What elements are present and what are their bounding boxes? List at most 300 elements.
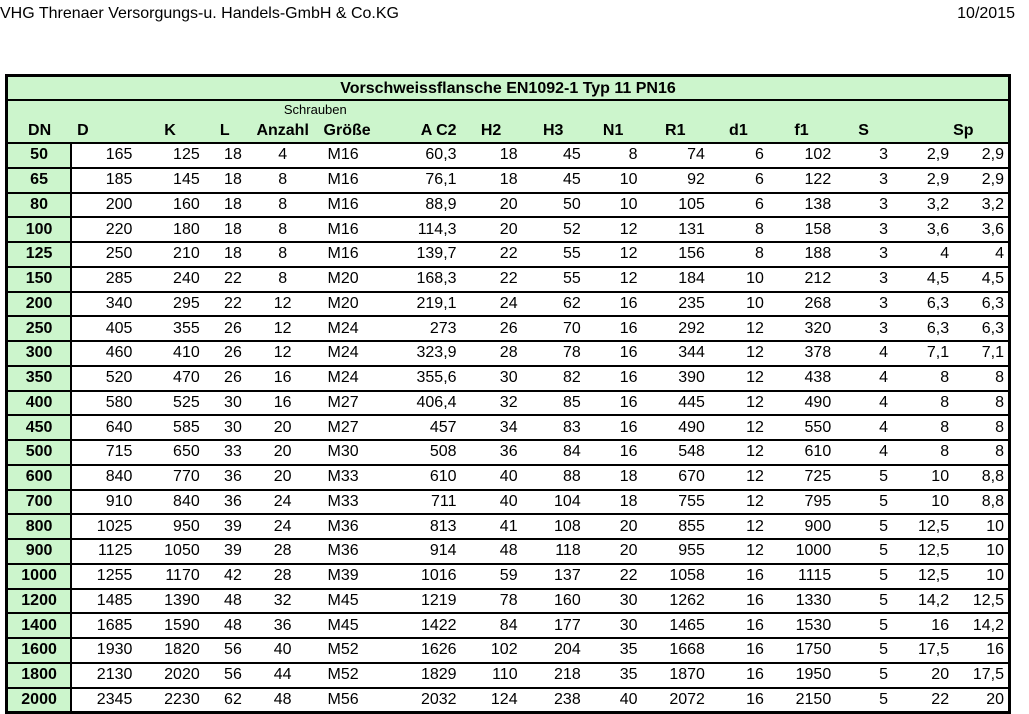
cell-h3: 85 <box>522 391 585 416</box>
cell-n1: 35 <box>585 663 642 688</box>
cell-a-c2: 168,3 <box>385 267 461 292</box>
cell-d: 220 <box>71 217 136 242</box>
cell-s-value: 14,2 <box>892 589 953 614</box>
table-row <box>8 440 1008 465</box>
cell-h3: 118 <box>522 539 585 564</box>
cell-anzahl: 24 <box>246 490 320 515</box>
cell-d: 340 <box>71 292 136 317</box>
cell-anzahl: 12 <box>246 292 320 317</box>
cell-n1: 12 <box>585 267 642 292</box>
cell-n1: 16 <box>585 391 642 416</box>
cell-d: 1125 <box>71 539 136 564</box>
cell-h2: 41 <box>461 514 522 539</box>
cell-h3: 50 <box>522 193 585 218</box>
table-row <box>8 217 1008 242</box>
cell-k: 1390 <box>136 589 203 614</box>
cell-dn: 100 <box>8 217 71 242</box>
table-row <box>8 539 1008 564</box>
cell-d: 1025 <box>71 514 136 539</box>
cell-dn: 200 <box>8 292 71 317</box>
cell-h3: 78 <box>522 341 585 366</box>
cell-s-value: 4,5 <box>892 267 953 292</box>
cell-d1: 16 <box>709 688 768 712</box>
cell-h2: 102 <box>461 638 522 663</box>
cell-sp: 7,1 <box>953 341 1008 366</box>
cell-anzahl: 24 <box>246 514 320 539</box>
cell-groesse: M16 <box>320 242 385 267</box>
cell-r1: 1058 <box>642 564 709 589</box>
cell-d: 2130 <box>71 663 136 688</box>
cell-n1: 12 <box>585 242 642 267</box>
cell-groesse: M36 <box>320 514 385 539</box>
cell-groesse: M33 <box>320 490 385 515</box>
cell-d: 520 <box>71 366 136 391</box>
cell-a-c2: 914 <box>385 539 461 564</box>
cell-f1: 1000 <box>768 539 835 564</box>
cell-groesse: M52 <box>320 663 385 688</box>
cell-f1: 795 <box>768 490 835 515</box>
cell-n1: 8 <box>585 143 642 168</box>
cell-d: 250 <box>71 242 136 267</box>
cell-s: 5 <box>835 465 892 490</box>
cell-l: 18 <box>204 168 246 193</box>
cell-s-value: 8 <box>892 366 953 391</box>
cell-r1: 490 <box>642 415 709 440</box>
cell-r1: 390 <box>642 366 709 391</box>
cell-a-c2: 610 <box>385 465 461 490</box>
cell-l: 62 <box>204 688 246 712</box>
cell-f1: 268 <box>768 292 835 317</box>
cell-r1: 131 <box>642 217 709 242</box>
cell-sp: 10 <box>953 539 1008 564</box>
cell-s: 3 <box>835 242 892 267</box>
cell-h2: 18 <box>461 168 522 193</box>
cell-d1: 10 <box>709 267 768 292</box>
cell-h2: 28 <box>461 341 522 366</box>
cell-a-c2: 1016 <box>385 564 461 589</box>
cell-h3: 88 <box>522 465 585 490</box>
cell-k: 1050 <box>136 539 203 564</box>
table-row <box>8 366 1008 391</box>
cell-sp: 8,8 <box>953 465 1008 490</box>
cell-dn: 2000 <box>8 688 71 712</box>
cell-h2: 24 <box>461 292 522 317</box>
col-header-dn: DN <box>8 119 71 143</box>
cell-s: 5 <box>835 539 892 564</box>
cell-d: 460 <box>71 341 136 366</box>
cell-d1: 16 <box>709 564 768 589</box>
cell-r1: 548 <box>642 440 709 465</box>
table-row <box>8 341 1008 366</box>
cell-s-value: 10 <box>892 465 953 490</box>
cell-d: 405 <box>71 316 136 341</box>
cell-l: 18 <box>204 193 246 218</box>
cell-l: 30 <box>204 415 246 440</box>
table-row <box>8 638 1008 663</box>
cell-a-c2: 1829 <box>385 663 461 688</box>
cell-r1: 292 <box>642 316 709 341</box>
cell-d1: 16 <box>709 613 768 638</box>
cell-f1: 725 <box>768 465 835 490</box>
cell-h2: 32 <box>461 391 522 416</box>
col-header-f1: f1 <box>768 119 835 143</box>
cell-a-c2: 76,1 <box>385 168 461 193</box>
cell-r1: 105 <box>642 193 709 218</box>
cell-f1: 490 <box>768 391 835 416</box>
cell-n1: 16 <box>585 341 642 366</box>
cell-k: 410 <box>136 341 203 366</box>
cell-groesse: M24 <box>320 341 385 366</box>
cell-d1: 12 <box>709 465 768 490</box>
table-title: Vorschweissflansche EN1092-1 Typ 11 PN16 <box>8 77 1008 100</box>
cell-dn: 400 <box>8 391 71 416</box>
cell-k: 650 <box>136 440 203 465</box>
cell-groesse: M30 <box>320 440 385 465</box>
cell-h3: 45 <box>522 168 585 193</box>
cell-s-value: 8 <box>892 391 953 416</box>
table-row <box>8 514 1008 539</box>
cell-a-c2: 88,9 <box>385 193 461 218</box>
table-row <box>8 688 1008 712</box>
col-header-h3: H3 <box>522 119 585 143</box>
cell-h3: 160 <box>522 589 585 614</box>
cell-s-value: 6,3 <box>892 292 953 317</box>
cell-a-c2: 1219 <box>385 589 461 614</box>
cell-dn: 125 <box>8 242 71 267</box>
cell-h3: 218 <box>522 663 585 688</box>
cell-h2: 78 <box>461 589 522 614</box>
cell-s-value: 12,5 <box>892 564 953 589</box>
cell-d: 2345 <box>71 688 136 712</box>
cell-h3: 55 <box>522 242 585 267</box>
cell-d1: 6 <box>709 143 768 168</box>
cell-n1: 35 <box>585 638 642 663</box>
table-row <box>8 613 1008 638</box>
cell-anzahl: 8 <box>246 168 320 193</box>
cell-h3: 137 <box>522 564 585 589</box>
cell-f1: 138 <box>768 193 835 218</box>
cell-s: 3 <box>835 316 892 341</box>
cell-k: 470 <box>136 366 203 391</box>
cell-f1: 158 <box>768 217 835 242</box>
cell-groesse: M52 <box>320 638 385 663</box>
cell-n1: 16 <box>585 415 642 440</box>
cell-dn: 80 <box>8 193 71 218</box>
col-header-d1: d1 <box>709 119 768 143</box>
cell-d1: 12 <box>709 415 768 440</box>
cell-s-value: 22 <box>892 688 953 712</box>
cell-a-c2: 2032 <box>385 688 461 712</box>
cell-s: 5 <box>835 663 892 688</box>
col-header-h2: H2 <box>461 119 522 143</box>
cell-sp: 20 <box>953 688 1008 712</box>
cell-l: 56 <box>204 638 246 663</box>
cell-anzahl: 8 <box>246 217 320 242</box>
cell-d1: 16 <box>709 663 768 688</box>
cell-dn: 1000 <box>8 564 71 589</box>
table-row <box>8 267 1008 292</box>
cell-s-value: 12,5 <box>892 514 953 539</box>
cell-d: 580 <box>71 391 136 416</box>
cell-anzahl: 28 <box>246 564 320 589</box>
cell-a-c2: 1422 <box>385 613 461 638</box>
cell-l: 18 <box>204 217 246 242</box>
cell-a-c2: 406,4 <box>385 391 461 416</box>
cell-h2: 84 <box>461 613 522 638</box>
cell-d1: 12 <box>709 391 768 416</box>
cell-l: 22 <box>204 292 246 317</box>
cell-n1: 30 <box>585 613 642 638</box>
cell-sp: 8 <box>953 440 1008 465</box>
cell-l: 30 <box>204 391 246 416</box>
cell-dn: 150 <box>8 267 71 292</box>
cell-s-value: 4 <box>892 242 953 267</box>
cell-h2: 22 <box>461 242 522 267</box>
col-header-groesse: Größe <box>320 119 385 143</box>
cell-dn: 1400 <box>8 613 71 638</box>
cell-d: 910 <box>71 490 136 515</box>
cell-dn: 1200 <box>8 589 71 614</box>
cell-d: 1685 <box>71 613 136 638</box>
cell-anzahl: 20 <box>246 465 320 490</box>
cell-r1: 445 <box>642 391 709 416</box>
cell-n1: 10 <box>585 168 642 193</box>
cell-groesse: M16 <box>320 168 385 193</box>
cell-groesse: M45 <box>320 613 385 638</box>
col-header-l: L <box>204 119 246 143</box>
cell-k: 770 <box>136 465 203 490</box>
cell-d1: 16 <box>709 638 768 663</box>
cell-s: 3 <box>835 267 892 292</box>
cell-anzahl: 48 <box>246 688 320 712</box>
cell-n1: 22 <box>585 564 642 589</box>
cell-sp: 6,3 <box>953 292 1008 317</box>
cell-f1: 1950 <box>768 663 835 688</box>
cell-k: 125 <box>136 143 203 168</box>
table-row <box>8 242 1008 267</box>
cell-groesse: M33 <box>320 465 385 490</box>
cell-anzahl: 40 <box>246 638 320 663</box>
cell-n1: 20 <box>585 539 642 564</box>
cell-k: 950 <box>136 514 203 539</box>
cell-sp: 4,5 <box>953 267 1008 292</box>
cell-sp: 8 <box>953 391 1008 416</box>
cell-s-value: 6,3 <box>892 316 953 341</box>
table-row <box>8 193 1008 218</box>
cell-s: 4 <box>835 341 892 366</box>
company-name: VHG Threnaer Versorgungs-u. Handels-GmbH & Co.KG <box>0 5 399 22</box>
cell-r1: 1262 <box>642 589 709 614</box>
cell-d1: 12 <box>709 539 768 564</box>
cell-anzahl: 20 <box>246 415 320 440</box>
cell-a-c2: 323,9 <box>385 341 461 366</box>
cell-h3: 238 <box>522 688 585 712</box>
cell-a-c2: 273 <box>385 316 461 341</box>
table-row <box>8 168 1008 193</box>
cell-l: 26 <box>204 316 246 341</box>
cell-k: 355 <box>136 316 203 341</box>
cell-d1: 16 <box>709 589 768 614</box>
bolts-group-label: Schrauben <box>246 100 385 119</box>
cell-s: 5 <box>835 638 892 663</box>
cell-h3: 108 <box>522 514 585 539</box>
cell-d1: 12 <box>709 341 768 366</box>
cell-d1: 10 <box>709 292 768 317</box>
cell-f1: 1530 <box>768 613 835 638</box>
cell-l: 36 <box>204 490 246 515</box>
cell-f1: 610 <box>768 440 835 465</box>
cell-k: 210 <box>136 242 203 267</box>
cell-dn: 600 <box>8 465 71 490</box>
cell-dn: 450 <box>8 415 71 440</box>
cell-f1: 122 <box>768 168 835 193</box>
cell-d: 1930 <box>71 638 136 663</box>
cell-l: 48 <box>204 589 246 614</box>
cell-f1: 1330 <box>768 589 835 614</box>
cell-d: 165 <box>71 143 136 168</box>
cell-s-value: 8 <box>892 440 953 465</box>
table-row <box>8 465 1008 490</box>
cell-anzahl: 16 <box>246 366 320 391</box>
col-header-r1: R1 <box>642 119 709 143</box>
cell-s-value: 7,1 <box>892 341 953 366</box>
cell-h2: 34 <box>461 415 522 440</box>
cell-sp: 8 <box>953 366 1008 391</box>
cell-n1: 16 <box>585 292 642 317</box>
cell-anzahl: 8 <box>246 193 320 218</box>
cell-d1: 8 <box>709 217 768 242</box>
table-row <box>8 391 1008 416</box>
cell-f1: 188 <box>768 242 835 267</box>
cell-f1: 550 <box>768 415 835 440</box>
cell-a-c2: 114,3 <box>385 217 461 242</box>
cell-anzahl: 44 <box>246 663 320 688</box>
col-header-a-c2: A C2 <box>385 119 461 143</box>
cell-h3: 177 <box>522 613 585 638</box>
cell-a-c2: 457 <box>385 415 461 440</box>
cell-d: 285 <box>71 267 136 292</box>
cell-r1: 1668 <box>642 638 709 663</box>
cell-groesse: M20 <box>320 292 385 317</box>
cell-k: 525 <box>136 391 203 416</box>
cell-sp: 16 <box>953 638 1008 663</box>
cell-s-value: 2,9 <box>892 143 953 168</box>
cell-h2: 40 <box>461 465 522 490</box>
cell-s: 3 <box>835 292 892 317</box>
cell-sp: 8,8 <box>953 490 1008 515</box>
cell-l: 39 <box>204 539 246 564</box>
cell-f1: 438 <box>768 366 835 391</box>
cell-dn: 1600 <box>8 638 71 663</box>
cell-n1: 12 <box>585 217 642 242</box>
cell-dn: 250 <box>8 316 71 341</box>
cell-anzahl: 20 <box>246 440 320 465</box>
cell-s: 3 <box>835 217 892 242</box>
cell-h2: 36 <box>461 440 522 465</box>
cell-dn: 65 <box>8 168 71 193</box>
cell-d: 200 <box>71 193 136 218</box>
cell-s: 5 <box>835 688 892 712</box>
cell-n1: 16 <box>585 366 642 391</box>
cell-dn: 500 <box>8 440 71 465</box>
cell-anzahl: 12 <box>246 316 320 341</box>
flange-table <box>5 74 1011 714</box>
cell-sp: 2,9 <box>953 168 1008 193</box>
cell-h3: 82 <box>522 366 585 391</box>
col-header-sp: Sp <box>953 119 1008 143</box>
cell-k: 840 <box>136 490 203 515</box>
cell-dn: 350 <box>8 366 71 391</box>
cell-s: 3 <box>835 168 892 193</box>
cell-f1: 378 <box>768 341 835 366</box>
cell-anzahl: 4 <box>246 143 320 168</box>
cell-d: 1255 <box>71 564 136 589</box>
cell-anzahl: 16 <box>246 391 320 416</box>
cell-dn: 800 <box>8 514 71 539</box>
cell-dn: 700 <box>8 490 71 515</box>
cell-h2: 18 <box>461 143 522 168</box>
cell-anzahl: 8 <box>246 267 320 292</box>
cell-k: 1170 <box>136 564 203 589</box>
cell-dn: 900 <box>8 539 71 564</box>
cell-f1: 2150 <box>768 688 835 712</box>
cell-s-value: 12,5 <box>892 539 953 564</box>
cell-sp: 3,2 <box>953 193 1008 218</box>
cell-n1: 16 <box>585 316 642 341</box>
cell-s: 4 <box>835 440 892 465</box>
cell-f1: 102 <box>768 143 835 168</box>
cell-d1: 12 <box>709 316 768 341</box>
cell-dn: 50 <box>8 143 71 168</box>
cell-h2: 40 <box>461 490 522 515</box>
cell-h3: 84 <box>522 440 585 465</box>
cell-a-c2: 813 <box>385 514 461 539</box>
col-header-n1: N1 <box>585 119 642 143</box>
cell-h3: 83 <box>522 415 585 440</box>
cell-f1: 1750 <box>768 638 835 663</box>
col-header-s: S <box>835 119 892 143</box>
cell-d1: 6 <box>709 193 768 218</box>
cell-h3: 204 <box>522 638 585 663</box>
cell-h2: 124 <box>461 688 522 712</box>
cell-a-c2: 1626 <box>385 638 461 663</box>
document-date: 10/2015 <box>957 5 1015 22</box>
cell-k: 1820 <box>136 638 203 663</box>
col-header-k: K <box>136 119 203 143</box>
cell-sp: 10 <box>953 514 1008 539</box>
cell-groesse: M56 <box>320 688 385 712</box>
cell-h2: 48 <box>461 539 522 564</box>
cell-s-value: 2,9 <box>892 168 953 193</box>
cell-sp: 17,5 <box>953 663 1008 688</box>
cell-s: 4 <box>835 415 892 440</box>
cell-d: 640 <box>71 415 136 440</box>
cell-d1: 12 <box>709 366 768 391</box>
cell-h2: 110 <box>461 663 522 688</box>
cell-f1: 212 <box>768 267 835 292</box>
cell-groesse: M27 <box>320 391 385 416</box>
cell-h2: 22 <box>461 267 522 292</box>
cell-r1: 955 <box>642 539 709 564</box>
cell-d: 715 <box>71 440 136 465</box>
cell-h3: 55 <box>522 267 585 292</box>
cell-r1: 2072 <box>642 688 709 712</box>
cell-s-value: 17,5 <box>892 638 953 663</box>
cell-dn: 300 <box>8 341 71 366</box>
cell-n1: 16 <box>585 440 642 465</box>
cell-l: 33 <box>204 440 246 465</box>
cell-s: 5 <box>835 490 892 515</box>
